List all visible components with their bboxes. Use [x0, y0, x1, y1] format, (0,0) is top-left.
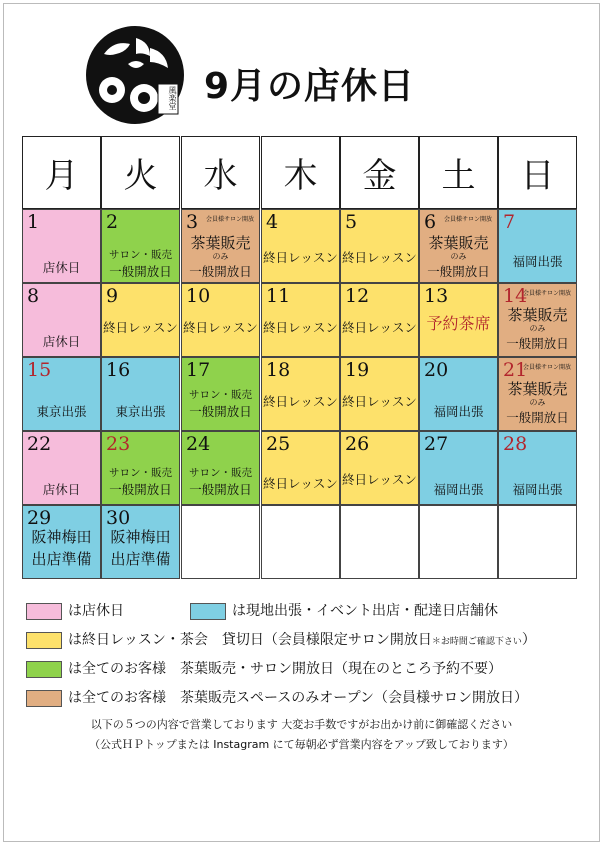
- day-number: 13: [424, 285, 449, 307]
- day-event-text: 出店準備: [110, 550, 171, 568]
- day-number: 27: [424, 433, 449, 455]
- day-cell: [419, 431, 498, 505]
- day-number: 1: [27, 211, 40, 233]
- day-number: 6: [424, 211, 437, 233]
- day-number: 5: [345, 211, 358, 233]
- day-event-text: 終日レッスン: [263, 320, 338, 335]
- day-event-text: 茶葉販売: [428, 234, 489, 252]
- legend-swatch-pink: [26, 603, 62, 620]
- day-cell: [261, 431, 340, 505]
- day-number: 4: [266, 211, 279, 233]
- day-number: 15: [27, 359, 52, 381]
- day-event-text: 一般開放日: [427, 264, 490, 279]
- day-number: 24: [186, 433, 211, 455]
- day-event-text: 一般開放日: [189, 404, 252, 419]
- day-event-text: 終日レッスン: [263, 394, 338, 409]
- day-event-text: のみ: [450, 252, 467, 261]
- day-cell: [498, 431, 577, 505]
- day-event-text: サロン・販売: [189, 467, 252, 479]
- day-event-text: 一般開放日: [506, 336, 569, 351]
- day-event-text: 終日レッスン: [342, 472, 417, 487]
- day-event-text: のみ: [529, 324, 546, 333]
- member-salon-note: 会員様サロン開放: [523, 364, 572, 371]
- shop-logo: [84, 24, 186, 126]
- day-event-text: サロン・販売: [109, 249, 172, 261]
- day-event-text: 一般開放日: [189, 264, 252, 279]
- day-cell: [340, 431, 419, 505]
- day-number: 17: [186, 359, 211, 381]
- weekday-header: 水: [181, 136, 260, 209]
- day-cell: [22, 505, 101, 579]
- day-event-text: 店休日: [42, 260, 81, 275]
- legend-tan-text: は全てのお客様 茶葉販売スペースのみオープン（会員様サロン開放日）: [68, 690, 529, 706]
- day-event-text: 店休日: [42, 482, 81, 497]
- member-salon-note: 会員様サロン開放: [206, 216, 255, 223]
- day-event-text: 終日レッスン: [342, 394, 417, 409]
- day-cell: [340, 209, 419, 283]
- day-cell: [261, 357, 340, 431]
- day-number: 7: [503, 211, 516, 233]
- day-cell: [22, 283, 101, 357]
- note-line-2: （公式ＨＰトップまたは Instagram にて毎朝必ず営業内容をアップ致しております）: [89, 738, 514, 751]
- day-event-text: 店休日: [42, 334, 81, 349]
- day-cell: [181, 283, 260, 357]
- day-event-text: 阪神梅田: [110, 528, 171, 546]
- legend-yellow-end: ）: [521, 632, 536, 648]
- day-cell: [181, 357, 260, 431]
- day-cell: [22, 431, 101, 505]
- day-event-text: 出店準備: [31, 550, 92, 568]
- legend-swatch-yellow: [26, 632, 62, 649]
- weekday-header: 日: [498, 136, 577, 209]
- weekday-header: 月: [22, 136, 101, 209]
- day-event-text: 東京出張: [115, 404, 166, 419]
- day-event-text: 福岡出張: [433, 482, 484, 497]
- day-event-text: 終日レッスン: [183, 320, 258, 335]
- day-cell: [498, 283, 577, 357]
- day-cell: [181, 431, 260, 505]
- day-event-text: 一般開放日: [109, 482, 172, 497]
- day-event-text: サロン・販売: [189, 389, 252, 401]
- legend-green-text: は全てのお客様 茶葉販売・サロン開放日（現在のところ予約不要）: [68, 661, 502, 677]
- day-event-text: 福岡出張: [512, 482, 563, 497]
- day-event-text: 終日レッスン: [263, 250, 338, 265]
- empty-day-cell: [261, 505, 340, 579]
- day-cell: [498, 357, 577, 431]
- day-cell: [340, 357, 419, 431]
- day-event-text: 終日レッスン: [263, 476, 338, 491]
- empty-day-cell: [419, 505, 498, 579]
- day-cell: [101, 209, 180, 283]
- day-event-text: 終日レッスン: [103, 320, 178, 335]
- day-number: 28: [503, 433, 528, 455]
- legend-yellow-text: [68, 631, 536, 651]
- day-event-text: 福岡出張: [512, 254, 563, 269]
- day-event-text: 終日レッスン: [342, 320, 417, 335]
- day-event-text: 一般開放日: [506, 410, 569, 425]
- note-line-1: 以下の５つの内容で営業しております 大変お手数ですがお出かけ前に御確認ください: [90, 718, 513, 731]
- day-number: 11: [266, 285, 291, 307]
- day-event-text: 一般開放日: [189, 482, 252, 497]
- empty-day-cell: [498, 505, 577, 579]
- legend-yellow-small: ＊お時間ご確認下さい: [431, 637, 522, 647]
- member-salon-note: 会員様サロン開放: [444, 216, 493, 223]
- day-cell: [419, 283, 498, 357]
- day-cell: [261, 209, 340, 283]
- day-number: 8: [27, 285, 40, 307]
- day-number: 3: [186, 211, 199, 233]
- day-number: 16: [106, 359, 131, 381]
- day-cell: [101, 505, 180, 579]
- day-number: 25: [266, 433, 291, 455]
- weekday-header: 土: [419, 136, 498, 209]
- day-event-text: 東京出張: [36, 404, 87, 419]
- day-number: 18: [266, 359, 291, 381]
- day-cell: [340, 283, 419, 357]
- day-cell: [498, 209, 577, 283]
- legend-swatch-blue: [190, 603, 226, 620]
- day-cell: [419, 357, 498, 431]
- empty-day-cell: [181, 505, 260, 579]
- day-number: 29: [27, 507, 52, 529]
- weekday-header: 火: [101, 136, 180, 209]
- day-number: 14: [503, 285, 528, 307]
- logo-seal-text: 風楽堂: [168, 86, 177, 110]
- legend-yellow-main: は終日レッスン・茶会 貸切日（会員様限定サロン開放日: [68, 632, 432, 648]
- day-number: 10: [186, 285, 211, 307]
- day-cell: [101, 431, 180, 505]
- day-event-text: 阪神梅田: [31, 528, 92, 546]
- day-event-text: 予約茶席: [426, 314, 491, 333]
- day-event-text: 茶葉販売: [507, 306, 568, 324]
- weekday-header: 金: [340, 136, 419, 209]
- day-number: 26: [345, 433, 370, 455]
- legend-pink-text: は店休日: [68, 603, 124, 619]
- day-cell: [261, 283, 340, 357]
- day-event-text: のみ: [212, 252, 229, 261]
- day-number: 23: [106, 433, 131, 455]
- day-event-text: のみ: [529, 398, 546, 407]
- empty-day-cell: [340, 505, 419, 579]
- day-event-text: 一般開放日: [109, 264, 172, 279]
- day-number: 21: [503, 359, 528, 381]
- day-number: 19: [345, 359, 370, 381]
- day-cell: [101, 283, 180, 357]
- day-number: 20: [424, 359, 449, 381]
- day-cell: [419, 209, 498, 283]
- day-event-text: 茶葉販売: [507, 380, 568, 398]
- day-event-text: サロン・販売: [109, 467, 172, 479]
- legend-blue-text: は現地出張・イベント出店・配達日店舗休: [232, 603, 498, 619]
- weekday-header: 木: [261, 136, 340, 209]
- day-number: 2: [106, 211, 119, 233]
- day-number: 9: [106, 285, 119, 307]
- day-event-text: 終日レッスン: [342, 250, 417, 265]
- day-number: 12: [345, 285, 370, 307]
- day-cell: [22, 357, 101, 431]
- day-number: 22: [27, 433, 52, 455]
- day-cell: [22, 209, 101, 283]
- page-title: 9月の店休日: [204, 66, 416, 107]
- member-salon-note: 会員様サロン開放: [523, 290, 572, 297]
- day-event-text: 茶葉販売: [190, 234, 251, 252]
- day-cell: [101, 357, 180, 431]
- day-event-text: 福岡出張: [433, 404, 484, 419]
- legend-swatch-green: [26, 661, 62, 678]
- legend-swatch-tan: [26, 690, 62, 707]
- day-cell: [181, 209, 260, 283]
- day-number: 30: [106, 507, 131, 529]
